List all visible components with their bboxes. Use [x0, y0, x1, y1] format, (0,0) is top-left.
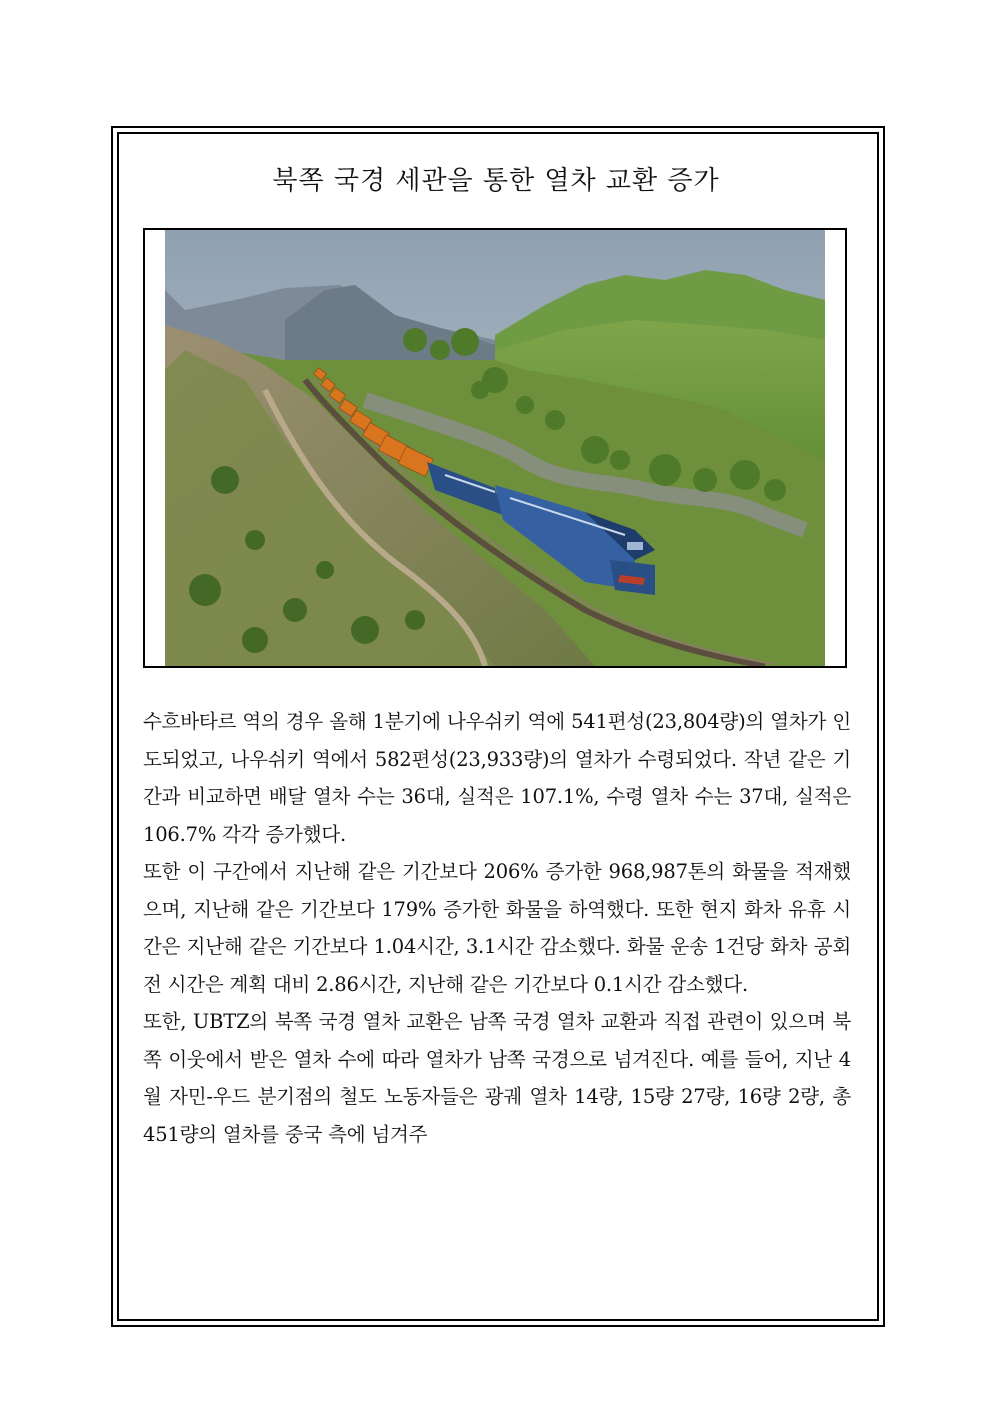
train-landscape-photo-art — [165, 230, 825, 666]
paragraph: 또한 이 구간에서 지난해 같은 기간보다 206% 증가한 968,987톤의 화물을 적재했으며, 지난해 같은 기간보다 179% 증가한 화물을 하역했다. 또한 현지 화차 유휴 시간은 지난해 같은 기간보다 1.04시간, 3.1시간 감소했다. 화물 운송 1건당 화차 공회전 시간은 계획 대비 2.86시간, 지난해 같은 기간보다 0.1시간 감소했다. — [143, 860, 851, 996]
train-landscape-photo — [143, 228, 847, 668]
page-title: 북쪽 국경 세관을 통한 열차 교환 증가 — [272, 166, 720, 196]
paragraph: 수흐바타르 역의 경우 올해 1분기에 나우쉬키 역에 541편성(23,804량)의 열차가 인도되었고, 나우쉬키 역에서 582편성(23,933량)의 열차가 수령되었다. 작년 같은 기간과 비교하면 배달 열차 수는 36대, 실적은 107.1%, 수령 열차 수는 37대, 실적은 106.7% 각각 증가했다. — [143, 710, 851, 846]
paragraph: 또한, UBTZ의 북쪽 국경 열차 교환은 남쪽 국경 열차 교환과 직접 관련이 있으며 북쪽 이웃에서 받은 열차 수에 따라 열차가 남쪽 국경으로 넘겨진다. 예를 들어, 지난 4월 자민-우드 분기점의 철도 노동자들은 광궤 열차 14량, 15량 27량, 16량 2량, 총 451량의 열차를 중국 측에 넘겨주 — [143, 1010, 851, 1146]
article-body — [143, 703, 851, 1153]
